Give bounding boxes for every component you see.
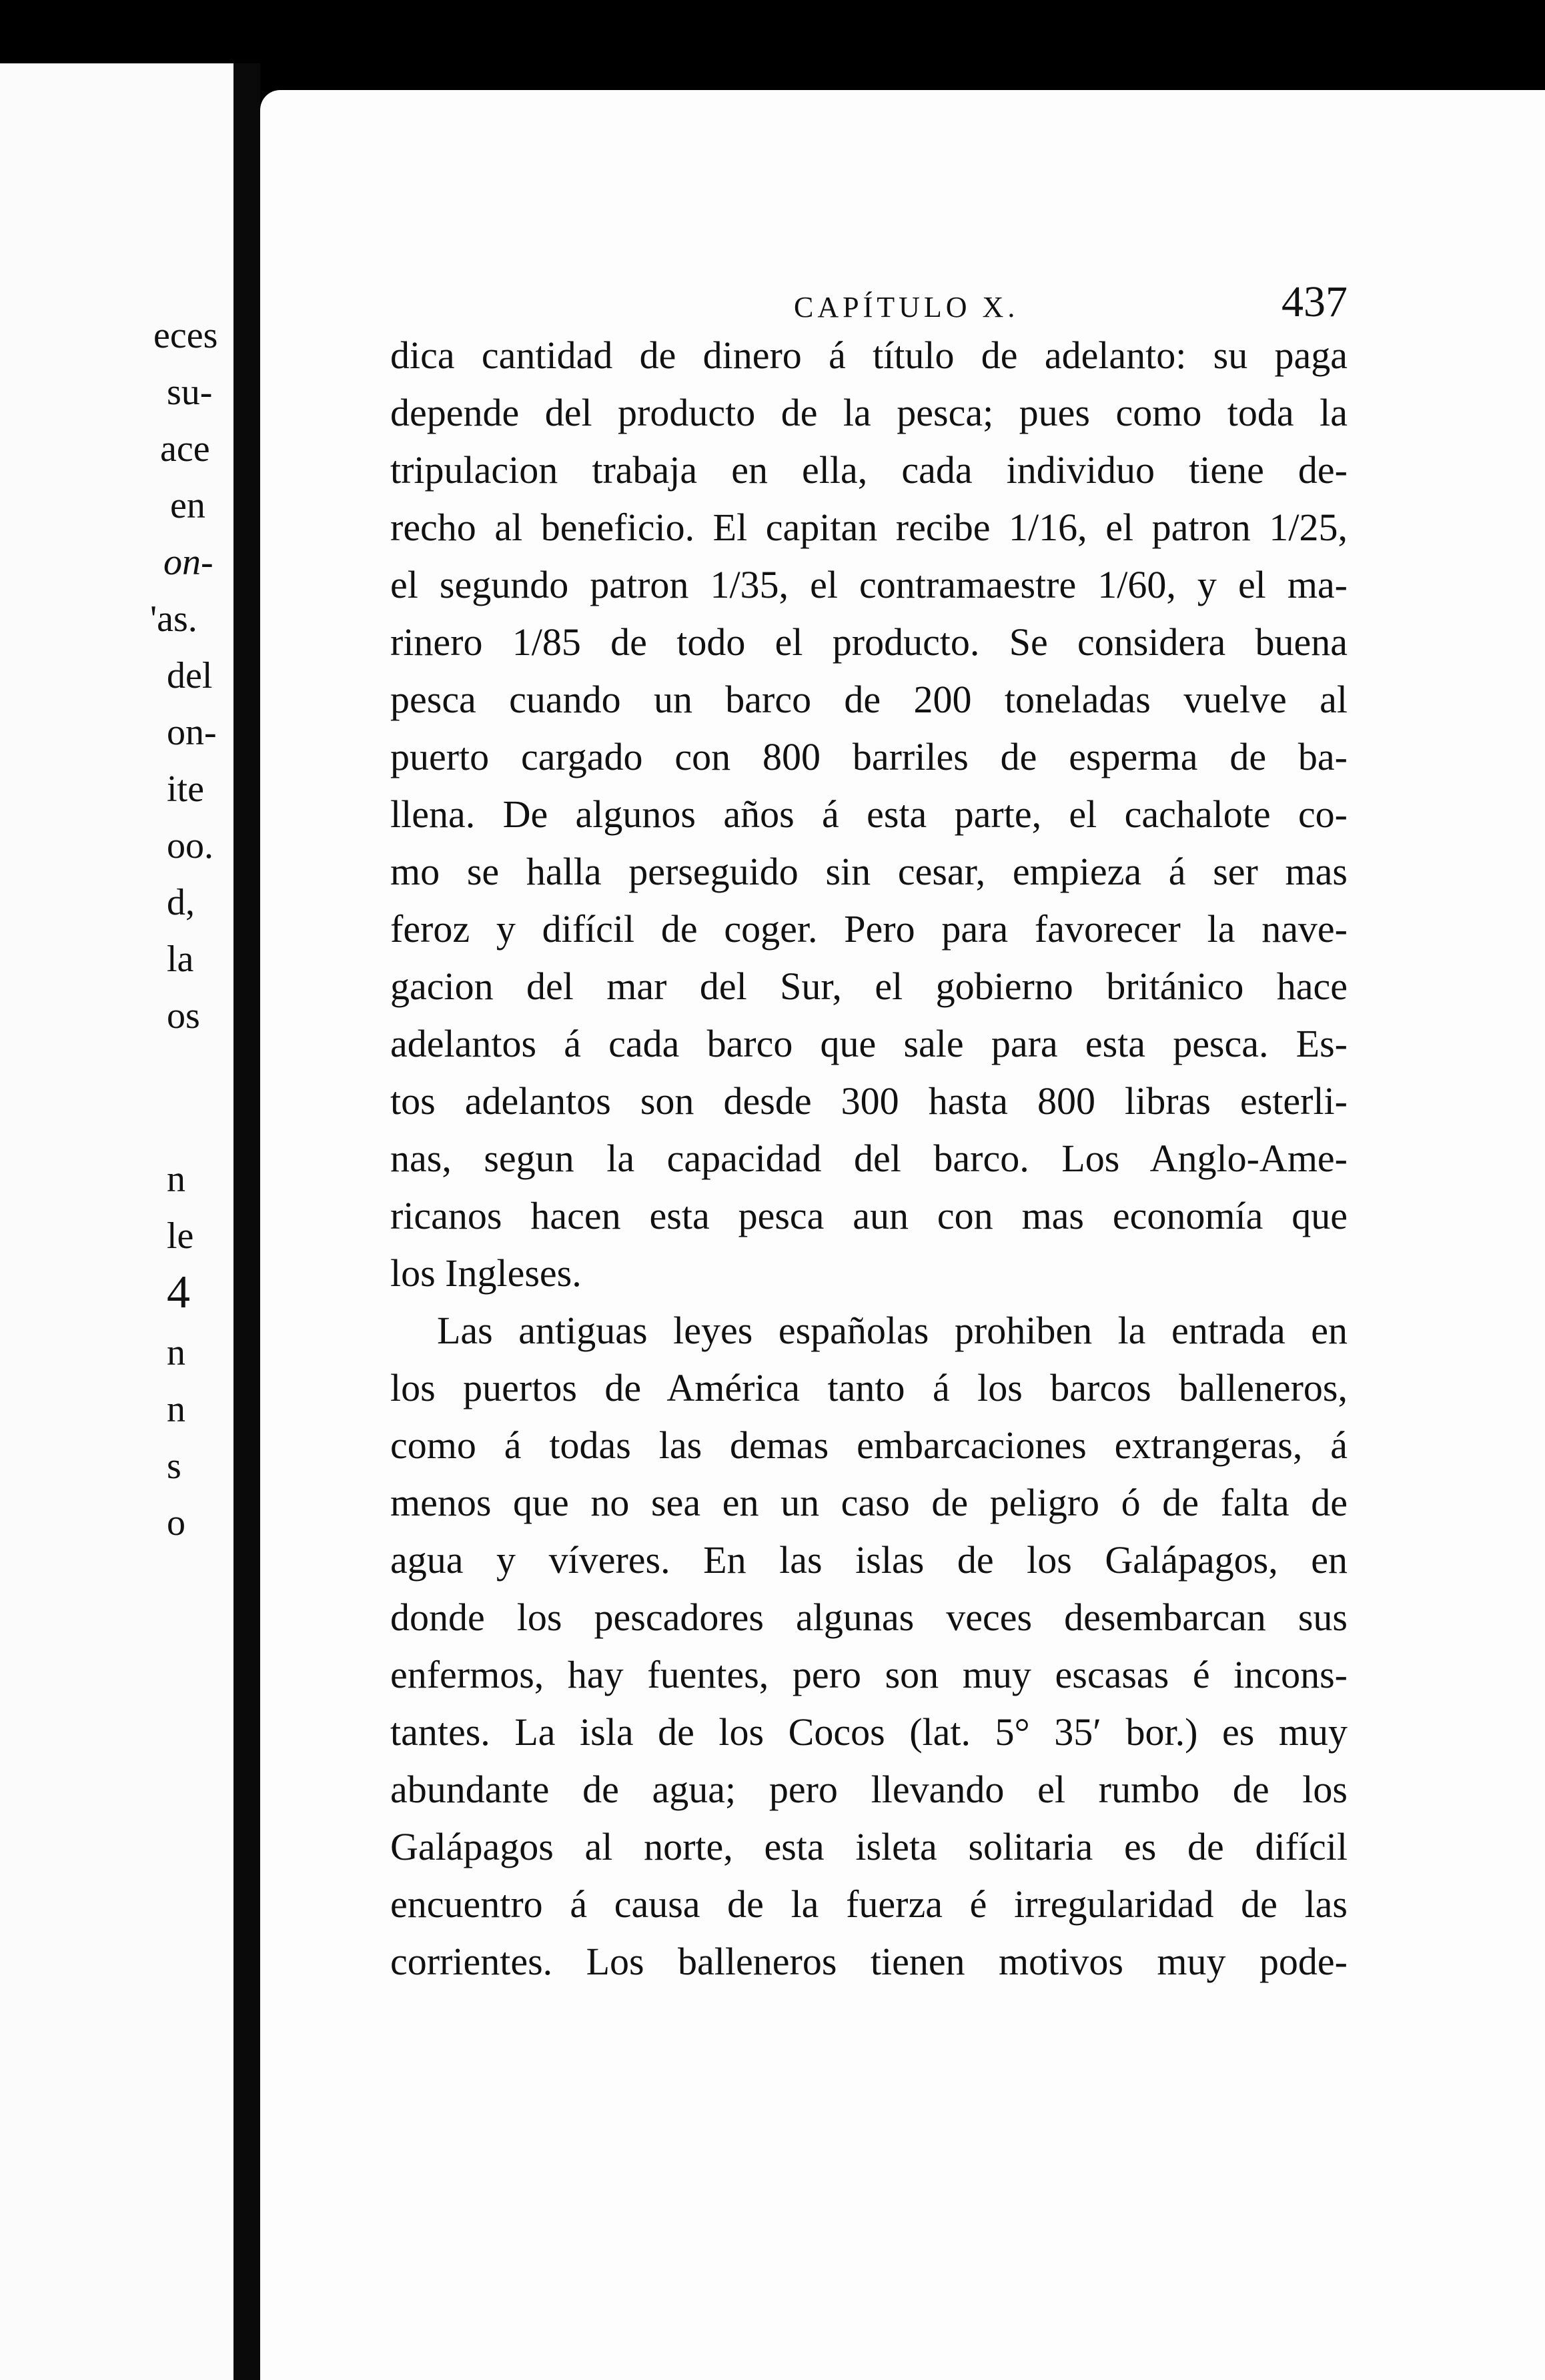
text-line: corrientes. Los balleneros tienen motivos muy pode- [390,1940,1348,1983]
text-line: tripulacion trabaja en ella, cada individuo tiene de- [390,448,1348,492]
text-line: Galápagos al norte, esta isleta solitaria es de difícil [390,1825,1348,1868]
paragraph [390,1302,1348,1990]
text-line: ricanos hacen esta pesca aun con mas economía que [390,1194,1348,1237]
text-line: rinero 1/85 de todo el producto. Se considera buena [390,620,1348,664]
fragment: n [167,1389,185,1430]
fragment: le [167,1215,194,1257]
text-line: donde los pescadores algunas veces desembarcan sus [390,1596,1348,1639]
fragment: o [167,1502,185,1544]
fragment: s [167,1445,181,1487]
fragment: ace [160,428,210,470]
text-line: como á todas las demas embarcaciones extrangeras, á [390,1423,1348,1467]
text-line: encuentro á causa de la fuerza é irregularidad de las [390,1882,1348,1926]
text-line: llena. De algunos años á esta parte, el cachalote co- [390,792,1348,836]
fragment: en [170,485,205,526]
text-line: gacion del mar del Sur, el gobierno británico hace [390,965,1348,1008]
fragment: 'as. [150,598,197,640]
fragment: eces [153,315,218,356]
text-line: mo se halla perseguido sin cesar, empieza á ser mas [390,850,1348,893]
fragment: on- [167,712,217,753]
text-line: adelantos á cada barco que sale para esta pesca. Es- [390,1022,1348,1065]
text-line: nas, segun la capacidad del barco. Los Anglo-Ame- [390,1137,1348,1180]
running-head: CAPÍTULO X. [794,291,1019,324]
text-line: el segundo patron 1/35, el contramaestre 1/60, y el ma- [390,563,1348,606]
fragment: del [167,655,213,696]
text-line: enfermos, hay fuentes, pero son muy escasas é incons- [390,1653,1348,1696]
page-number: 437 [1281,277,1348,326]
fragment: n [167,1332,185,1373]
text-line: los Ingleses. [390,1251,582,1295]
fragment: 4 [167,1267,190,1318]
fragment: n [167,1159,185,1200]
facing-page-fragment [0,63,233,2380]
text-line: tantes. La isla de los Cocos (lat. 5° 35′ bor.) es muy [390,1710,1348,1754]
text-line: los puertos de América tanto á los barcos balleneros, [390,1366,1348,1409]
text-line: dica cantidad de dinero á título de adelanto: su paga [390,334,1348,377]
fragment: os [167,995,200,1037]
text-line: abundante de agua; pero llevando el rumbo de los [390,1768,1348,1811]
fragment: d, [167,882,195,923]
text-line: tos adelantos son desde 300 hasta 800 libras esterli- [390,1079,1348,1123]
text-line: menos que no sea en un caso de peligro ó de falta de [390,1481,1348,1524]
text-line: agua y víveres. En las islas de los Galápagos, en [390,1538,1348,1582]
body-text [390,327,1348,1990]
fragment: su- [167,372,213,413]
paragraph [390,327,1348,1302]
fragment: oo. [167,825,213,866]
text-line: puerto cargado con 800 barriles de esperma de ba- [390,735,1348,778]
binding-gutter [233,63,260,2380]
fragment: la [167,939,194,980]
text-line: depende del producto de la pesca; pues como toda la [390,391,1348,434]
text-line: Las antiguas leyes españolas prohiben la entrada en [437,1309,1348,1352]
fragment: on- [163,542,213,583]
fragment: ite [167,768,204,810]
text-line: recho al beneficio. El capitan recibe 1/16, el patron 1/25, [390,506,1348,549]
text-line: feroz y difícil de coger. Pero para favorecer la nave- [390,907,1348,951]
text-line: pesca cuando un barco de 200 toneladas vuelve al [390,678,1348,721]
